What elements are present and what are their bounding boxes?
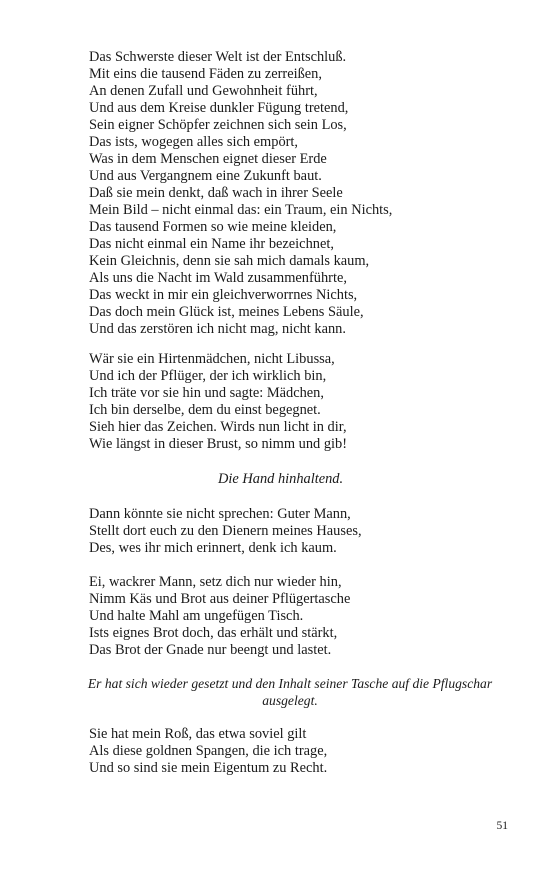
stage-direction-line: ausgelegt. <box>262 693 318 708</box>
verse-line: Kein Gleichnis, denn sie sah mich damals kaum, <box>89 253 370 269</box>
verse-line: Wär sie ein Hirtenmädchen, nicht Libussa, <box>89 351 335 367</box>
stage-direction-sitting <box>40 675 540 709</box>
verse-line: Mein Bild – nicht einmal das: ein Traum, ein Nichts, <box>89 202 393 218</box>
verse-line: Das weckt in mir ein gleichverworrnes Nichts, <box>89 287 358 303</box>
verse-line: Das Brot der Gnade nur beengt und lastet. <box>89 642 332 658</box>
verse-line: Sie hat mein Roß, das etwa soviel gilt <box>89 726 307 742</box>
verse-line: Ich bin derselbe, dem du einst begegnet. <box>89 402 321 418</box>
stanza-1 <box>89 49 519 338</box>
verse-line: Das Schwerste dieser Welt ist der Entschluß. <box>89 49 347 65</box>
verse-line: An denen Zufall und Gewohnheit führt, <box>89 83 318 99</box>
verse-line: Ei, wackrer Mann, setz dich nur wieder hin, <box>89 574 342 590</box>
verse-line: Das doch mein Glück ist, meines Lebens Säule, <box>89 304 364 320</box>
verse-line: Dann könnte sie nicht sprechen: Guter Mann, <box>89 506 351 522</box>
verse-line: Als diese goldnen Spangen, die ich trage, <box>89 743 328 759</box>
verse-line: Nimm Käs und Brot aus deiner Pflügertasche <box>89 591 351 607</box>
verse-line: Das ists, wogegen alles sich empört, <box>89 134 299 150</box>
stanza-3 <box>89 506 519 557</box>
verse-line: Des, wes ihr mich erinnert, denk ich kaum. <box>89 540 337 556</box>
verse-line: Und aus Vergangnem eine Zukunft baut. <box>89 168 322 184</box>
stage-direction-line: Er hat sich wieder gesetzt und den Inhalt seiner Tasche auf die Pflugschar <box>87 676 493 691</box>
verse-line: Das tausend Formen so wie meine kleiden, <box>89 219 337 235</box>
verse-line: Stellt dort euch zu den Dienern meines Hauses, <box>89 523 362 539</box>
verse-line: Mit eins die tausend Fäden zu zerreißen, <box>89 66 322 82</box>
verse-line: Sieh hier das Zeichen. Wirds nun licht in dir, <box>89 419 347 435</box>
stanza-2 <box>89 351 519 453</box>
verse-line: Wie längst in dieser Brust, so nimm und gib! <box>89 436 348 452</box>
verse-line: Und das zerstören ich nicht mag, nicht kann. <box>89 321 346 337</box>
stage-direction-hand: Die Hand hinhaltend. <box>218 471 344 487</box>
verse-line: Und ich der Pflüger, der ich wirklich bin, <box>89 368 327 384</box>
verse-line: Ich träte vor sie hin und sagte: Mädchen, <box>89 385 324 401</box>
verse-line: Was in dem Menschen eignet dieser Erde <box>89 151 327 167</box>
verse-line: Ists eignes Brot doch, das erhält und stärkt, <box>89 625 338 641</box>
stanza-5 <box>89 726 519 777</box>
stanza-4 <box>89 574 519 659</box>
verse-line: Und halte Mahl am ungefügen Tisch. <box>89 608 304 624</box>
verse-line: Sein eigner Schöpfer zeichnen sich sein Los, <box>89 117 347 133</box>
verse-line: Und aus dem Kreise dunkler Fügung tretend, <box>89 100 349 116</box>
page-number: 51 <box>496 820 508 832</box>
verse-line: Das nicht einmal ein Name ihr bezeichnet, <box>89 236 334 252</box>
verse-line: Daß sie mein denkt, daß wach in ihrer Seele <box>89 185 343 201</box>
verse-line: Als uns die Nacht im Wald zusammenführte, <box>89 270 347 286</box>
verse-line: Und so sind sie mein Eigentum zu Recht. <box>89 760 328 776</box>
